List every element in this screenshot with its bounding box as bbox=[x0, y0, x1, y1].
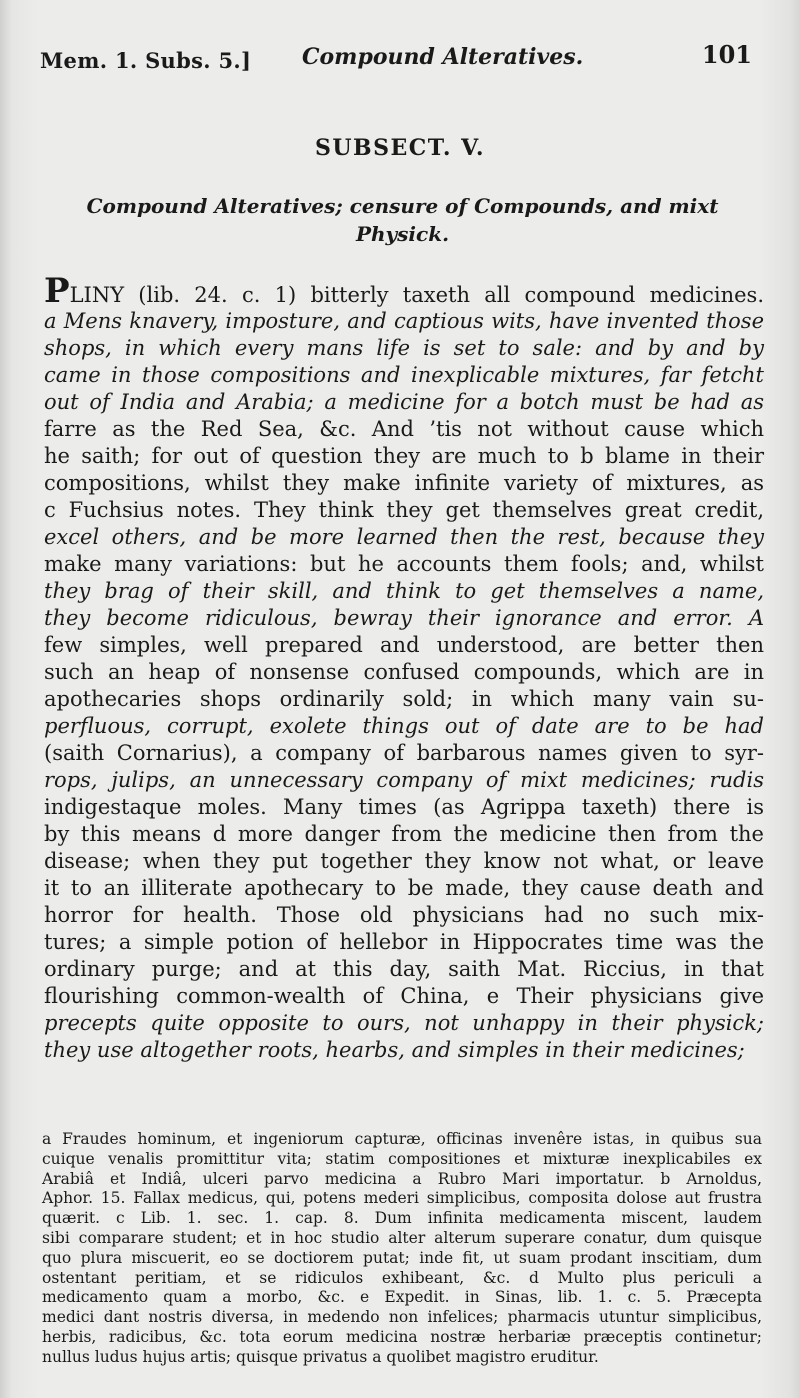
body-line: it to an illiterate apothecary to be made, they cause death and bbox=[44, 876, 764, 900]
body-line: they brag of their skill, and think to get themselves a name, bbox=[44, 579, 764, 603]
body-line: he saith; for out of question they are much to b blame in their bbox=[44, 444, 764, 468]
body-line: c Fuchsius notes. They think they get themselves great credit, bbox=[44, 498, 764, 522]
section-subtitle bbox=[60, 192, 745, 248]
body-line: tures; a simple potion of hellebor in Hippocrates time was the bbox=[44, 930, 764, 954]
body-line: apothecaries shops ordinarily sold; in which many vain su- bbox=[44, 687, 764, 711]
body-line: (saith Cornarius), a company of barbarous names given to syr- bbox=[44, 741, 764, 765]
body-line: ordinary purge; and at this day, saith Mat. Riccius, in that bbox=[44, 957, 764, 981]
body-line: farre as the Red Sea, &c. And ’tis not without cause which bbox=[44, 417, 764, 441]
body-line: out of India and Arabia; a medicine for a botch must be had as bbox=[44, 390, 764, 414]
body-line: few simples, well prepared and understood, are better then bbox=[44, 633, 764, 657]
body-line: precepts quite opposite to ours, not unhappy in their physick; bbox=[44, 1011, 764, 1035]
footnote-line: medici dant nostris diversa, in medendo non infelices; pharmacis utuntur simplicibus, bbox=[42, 1308, 762, 1327]
body-line: flourishing common-wealth of China, e Their physicians give bbox=[44, 984, 764, 1008]
body-line: shops, in which every mans life is set to sale: and by and by bbox=[44, 336, 764, 360]
body-line: make many variations: but he accounts them fools; and, whilst bbox=[44, 552, 764, 576]
body-line: by this means d more danger from the medicine then from the bbox=[44, 822, 764, 846]
body-text bbox=[44, 271, 764, 1064]
footnote-line: Aphor. 15. Fallax medicus, qui, potens mederi simplicibus, composita dolose aut frustra bbox=[42, 1189, 762, 1208]
body-line: disease; when they put together they know not what, or leave bbox=[44, 849, 764, 873]
footnote-line: cuique venalis promittitur vita; statim compositiones et mixturæ inexplicabiles ex bbox=[42, 1149, 762, 1168]
footnote-line: sibi comparare student; et in hoc studio alter alterum superare conatur, dum quisque bbox=[42, 1228, 762, 1247]
footnote-line: quo plura miscuerit, eo se doctiorem putat; inde fit, ut suam prodant inscitiam, dum bbox=[42, 1248, 762, 1267]
footnote-line: quærit. c Lib. 1. sec. 1. cap. 8. Dum infinita medicamenta miscent, laudem bbox=[42, 1209, 762, 1228]
body-line: perfluous, corrupt, exolete things out of date are to be had bbox=[44, 714, 764, 738]
body-line: excel others, and be more learned then the rest, because they bbox=[44, 525, 764, 549]
section-reference: Mem. 1. Subs. 5.] bbox=[40, 48, 252, 73]
body-line: came in those compositions and inexplicable mixtures, far fetcht bbox=[44, 363, 764, 387]
running-head bbox=[40, 40, 760, 80]
footnote-line: a Fraudes hominum, et ingeniorum capturæ, officinas invenêre istas, in quibus sua bbox=[42, 1130, 762, 1148]
footnotes bbox=[42, 1130, 762, 1368]
body-line: indigestaque moles. Many times (as Agrippa taxeth) there is bbox=[44, 795, 764, 819]
body-line: such an heap of nonsense confused compounds, which are in bbox=[44, 660, 764, 684]
body-line: rops, julips, an unnecessary company of mixt medicines; rudis bbox=[44, 768, 764, 792]
body-line: a Mens knavery, imposture, and captious wits, have invented those bbox=[44, 309, 764, 333]
body-line-1: PLINY (lib. 24. c. 1) bitterly taxeth all compound medicines. bbox=[44, 271, 764, 311]
footnote-line: nullus ludus hujus artis; quisque privatus a quolibet magistro eruditur. bbox=[42, 1347, 599, 1366]
footnote-line: ostentant peritiam, et se ridiculos exhibeant, &c. d Multo plus periculi a bbox=[42, 1268, 762, 1287]
body-line: horror for health. Those old physicians had no such mix- bbox=[44, 903, 764, 927]
drop-cap: P bbox=[44, 271, 70, 311]
section-heading: SUBSECT. V. bbox=[314, 135, 486, 161]
footnote-line: medicamento quam a morbo, &c. e Expedit. in Sinas, lib. 1. c. 5. Præcepta bbox=[42, 1288, 762, 1307]
page-number: 101 bbox=[701, 40, 752, 69]
subtitle-line: Physick. bbox=[355, 222, 450, 246]
footnote-line: herbis, radicibus, &c. tota eorum medicina nostræ herbariæ præceptis continetur; bbox=[42, 1327, 762, 1346]
subtitle-line: Compound Alteratives; censure of Compounds, and mixt bbox=[86, 194, 719, 218]
footnote-line: Arabiâ et Indiâ, ulceri parvo medicina a Rubro Mari importatur. b Arnoldus, bbox=[42, 1169, 762, 1188]
body-line: they use altogether roots, hearbs, and simples in their medicines; bbox=[44, 1038, 745, 1062]
body-line: compositions, whilst they make infinite variety of mixtures, as bbox=[44, 471, 764, 495]
running-title: Compound Alteratives. bbox=[302, 44, 584, 70]
body-line: they become ridiculous, bewray their ignorance and error. A bbox=[44, 606, 764, 630]
